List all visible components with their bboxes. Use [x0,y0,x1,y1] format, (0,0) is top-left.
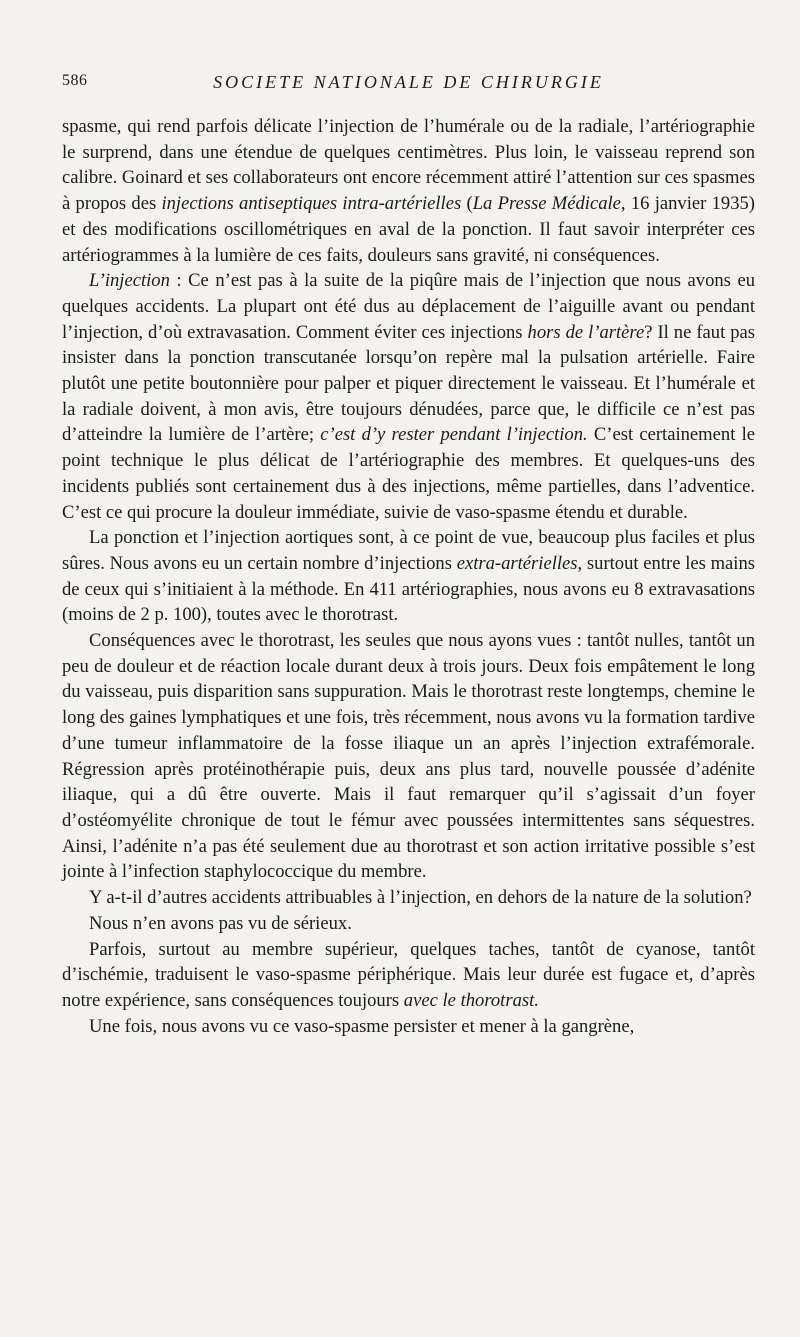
italic-span: c’est d’y rester pendant l’injection. [320,424,588,446]
text-span: C’est certainement le point technique le plus délicat de l’artériographie des membres. Et quelques-uns des incidents publiés sont certainement dus à des injections, même partielles, dans l’adventice. C’est ce qui procure la douleur immédiate, suivie de vaso-spasme étendu et durable. [62,424,756,523]
paragraph-6 [62,911,755,937]
text-span: ( [461,193,473,215]
text-span: ? Il ne faut pas insister dans la ponction transcutanée lorsqu’on repère mal la pulsation artérielle. Faire plutôt une petite boutonnière pour palper et piquer directement le vaisseau. Et l’humérale et la radiale doivent, à mon avis, être toujours dénudées, parce que, le difficile ce n’est pas d’atteindre la lumière de l’artère; [62,321,756,446]
text-span: Conséquences avec le thorotrast, les seules que nous ayons vues : tantôt nulles, tantôt un peu de douleur et de réaction locale durant deux à trois jours. Deux fois empâtement le long du vaisseau, puis disparition sans suppuration. Mais le thorotrast reste longtemps, chemine le long des gaines lymphatiques et une fois, très récemment, nous avons vu la formation tardive d’une tumeur inflammatoire de la fosse iliaque un an après l’injection extrafémorale. Régression après protéinothérapie puis, deux ans plus tard, nouvelle poussée d’adénite iliaque, qui a dû être ouverte. Mais il faut remarquer qu’il s’agissait d’un foyer d’ostéomyélite chronique de tout le fémur avec poussées intermittentes sans séquestres. Ainsi, l’adénite n’a pas été seulement due au thorotrast et son action irritative possible s’est jointe à l’infection staphylococcique du membre. [62,630,755,883]
paragraph-3 [62,525,755,628]
italic-span: avec le thorotrast. [403,989,539,1011]
text-span: La ponction et l’injection aortiques sont, à ce point de vue, beaucoup plus faciles et plus sûres. Nous avons eu un certain nombre d’injections [62,527,755,574]
text-span: Parfois, surtout au membre supérieur, quelques taches, tantôt de cyanose, tantôt d’ischémie, traduisent le vaso-spasme périphérique. Mais leur durée est fugace et, d’après notre expérience, sans conséquences toujours [62,938,755,1011]
paragraph-1 [62,114,755,268]
page-header [62,72,755,96]
paragraph-4 [62,628,755,885]
page-number: 586 [62,72,88,89]
text-span: Une fois, nous avons vu ce vaso-spasme persister et mener à la gangrène, [89,1015,635,1037]
text-span: Y a-t-il d’autres accidents attribuables à l’injection, en dehors de la nature de la solution? [89,887,752,909]
text-span: spasme, qui rend parfois délicate l’injection de l’humérale ou de la radiale, l’artériographie le surprend, dans une étendue de quelques centimètres. Plus loin, le vaisseau reprend son calibre. Goinard et ses collaborateurs ont encore récemment attiré l’attention sur ces spasmes à propos des [62,116,755,215]
paragraph-5 [62,885,755,911]
journal-title: La Presse Médicale [472,193,621,215]
body-text [62,114,755,1039]
running-title: SOCIETE NATIONALE DE CHIRURGIE [213,72,604,92]
paragraph-8 [62,1014,755,1040]
italic-span: extra-artérielles [456,552,578,574]
text-span: : Ce n’est pas à la suite de la piqûre mais de l’injection que nous avons eu quelques accidents. La plupart ont été dus au déplacement de l’aiguille avant ou pendant l’injection, d’où extravasation. Comment éviter ces injections [62,270,755,343]
paragraph-7 [62,937,755,1014]
italic-span: injections antiseptiques intra-artérielles [161,193,462,215]
section-lead: L’injection [89,270,170,292]
text-span: Nous n’en avons pas vu de sérieux. [89,912,352,934]
italic-span: hors de l’artère [527,321,645,343]
text-span: , 16 janvier 1935) et des modifications oscillométriques en aval de la ponction. Il faut savoir interpréter ces artériogrammes à la lumière de ces faits, douleurs sans gravité, ni conséquences. [62,193,755,266]
paragraph-2 [62,268,755,525]
text-span: , surtout entre les mains de ceux qui s’initiaient à la méthode. En 411 artériographies, nous avons eu 8 extravasations (moins de 2 p. 100), toutes avec le thorotrast. [62,552,756,626]
